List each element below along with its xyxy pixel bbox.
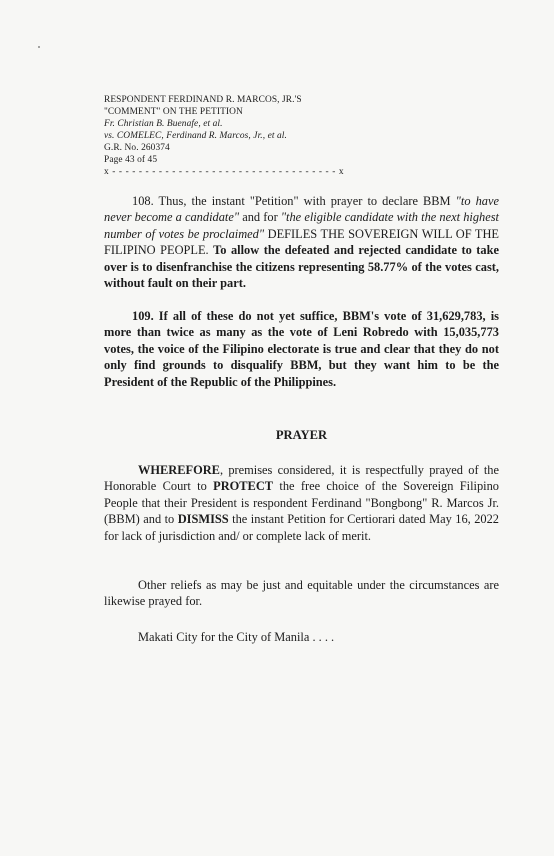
header-subtitle: "COMMENT" ON THE PETITION [104, 107, 243, 117]
document-header [104, 94, 404, 178]
paragraph-place [104, 629, 499, 645]
wherefore-text-1: , premises considered, it is respectfully prayed of the Honorable Court to [104, 463, 499, 494]
p108-text-e: DEFILES THE SOVEREIGN WILL OF THE FILIPINO PEOPLE. [104, 226, 500, 258]
paragraph-108 [104, 193, 499, 291]
dismiss-word: DISMISS [177, 512, 229, 527]
wherefore-text-2: the free choice of the Sovereign Filipino People that their President is respondent Ferdinand "Bongbong" R. Marcos Jr. (BBM) and to [104, 479, 499, 527]
place-text: Makati City for the City of Manila . . . . [138, 630, 335, 644]
header-case-number: G.R. No. 260374 [104, 143, 170, 153]
p108-text-a: 108. Thus, the instant "Petition" with prayer to declare BBM [132, 194, 456, 208]
wherefore-word: WHEREFORE [138, 463, 220, 477]
wherefore-text-3: the instant Petition for Certiorari dated May 16, 2022 for lack of jurisdiction and/ or complete lack of merit. [104, 512, 499, 543]
header-respondents: vs. COMELEC, Ferdinand R. Marcos, Jr., et al. [104, 131, 287, 141]
p108-quote-2: "the eligible candidate with the next highest number of votes be proclaimed" [104, 210, 499, 241]
paragraph-other-reliefs [104, 577, 499, 610]
p108-quote-1: "to have never become a candidate" [104, 194, 499, 225]
p109-text: 109. If all of these do not yet suffice, BBM's vote of 31,629,783, is more than twice as many as the vote of Leni Robredo with 15,035,773 votes, the voice of the Filipino electorate is true and clear that they do not only find grounds to disqualify BBM, but they want him to be the President of the Republic of the Philippines. [104, 309, 499, 389]
scan-speck [38, 46, 40, 48]
other-reliefs-text: Other reliefs as may be just and equitable under the circumstances are likewise prayed for. [104, 578, 499, 609]
header-title: RESPONDENT FERDINAND R. MARCOS, JR.'S [104, 95, 302, 105]
header-petitioner: Fr. Christian B. Buenafe, et al. [104, 119, 223, 129]
header-page-number: Page 43 of 45 [104, 155, 158, 165]
protect-word: PROTECT [213, 479, 274, 494]
header-separator: x - - - - - - - - - - - - - - - - - - - - - - - - - - - - - - - - - - x [104, 167, 345, 177]
paragraph-109 [104, 308, 499, 390]
paragraph-wherefore [104, 462, 499, 544]
p108-bold-conclusion: To allow the defeated and rejected candidate to take over is to disenfranchise the citizens representing 58.77% of the votes cast, without fault on their part. [104, 243, 499, 291]
prayer-heading: PRAYER [275, 428, 328, 442]
p108-text-c: and for [239, 210, 281, 225]
